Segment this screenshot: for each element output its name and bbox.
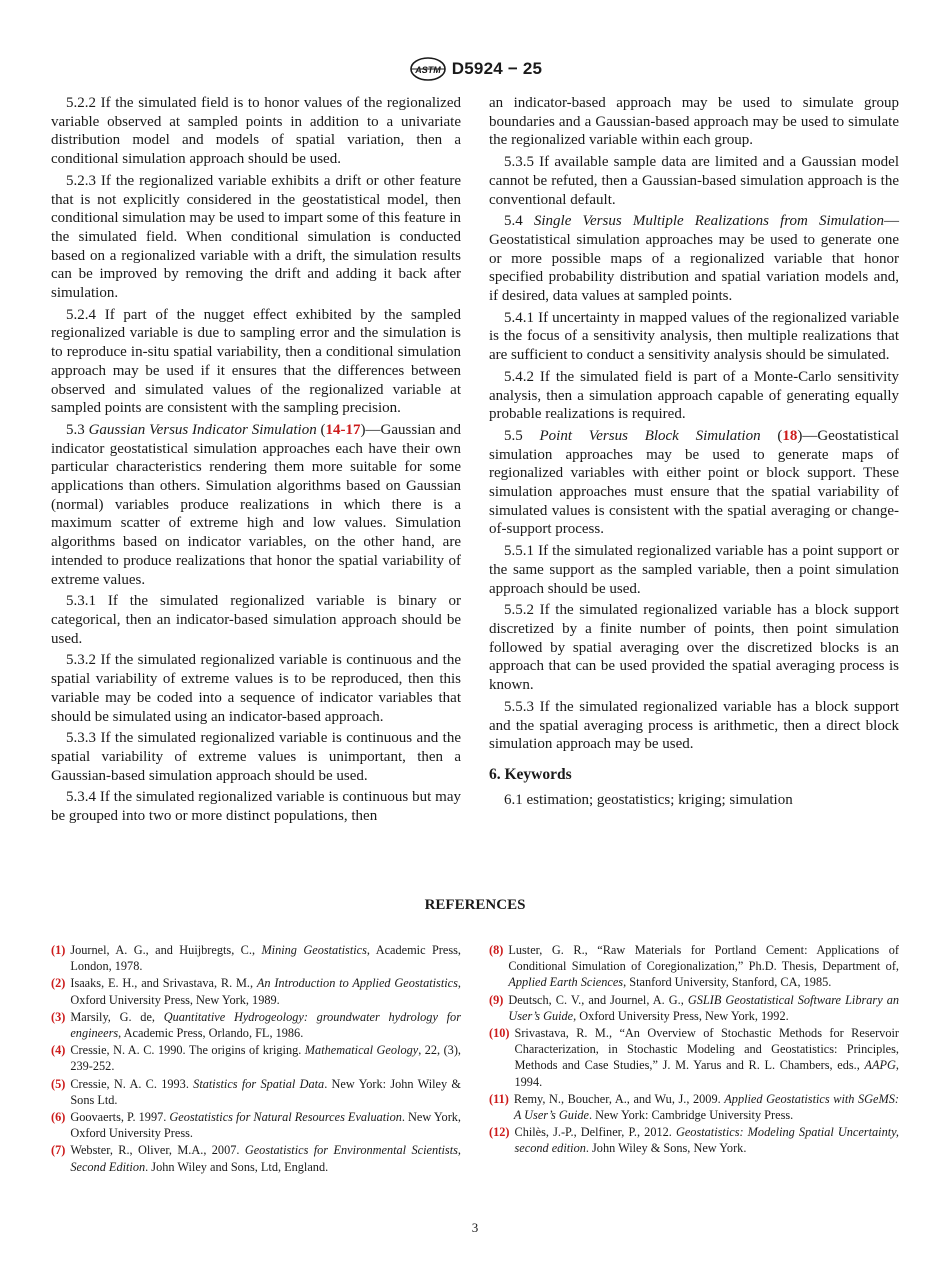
reference-item [51, 975, 461, 1007]
reference-number[interactable]: (10) [489, 1026, 510, 1041]
reference-text: Chilès, J.-P., Delfiner, P., 2012. Geostatistics: Modeling Spatial Uncertainty, second edition. John Wiley & Sons, New York. [514, 1125, 899, 1156]
paragraph-5-2-2: 5.2.2 If the simulated field is to honor values of the regionalized variable observed at sampled points in addition to a univariate distribution model and models of spatial variation, then a conditional simulation approach should be used. [51, 95, 461, 168]
section-5-3: 5.3 Gaussian Versus Indicator Simulation (14-17)—Gaussian and indicator geostatistical simulation approaches each have their own particular characteristics rendering them more suitable for some applications than others. Simulation algorithms based on Gaussian (normal) variables produce realizations in which there is a maximum scatter of extreme high and low values. Simulation algorithms based on indicator variables, on the other hand, are intended to produce realizations that honor the spatial variability of extreme values. [51, 421, 462, 588]
references-left [51, 942, 461, 1176]
reference-text: Marsily, G. de, Quantitative Hydrogeology: groundwater hydrology for engineers, Academic Press, Orlando, FL, 1986. [70, 1009, 461, 1041]
section-number: 5.3 [66, 421, 85, 438]
paragraph-5-3-5: 5.3.5 If available sample data are limited and a Gaussian model cannot be refuted, then a Gaussian-based simulation approach is the conventional default. [489, 154, 899, 208]
right-column [489, 94, 899, 812]
section-body: Geostatistical simulation approaches may be used to generate one or more possible maps of a regionalized variable that honor specified probability distribution and spatial variation models and, if desired, data values at sampled points. [489, 231, 899, 305]
reference-item [489, 1091, 899, 1123]
paragraph-5-2-3: 5.2.3 If the regionalized variable exhibits a drift or other feature that is not explicitly considered in the geostatistical model, then conditional simulation may be used to impart some of this feature in the simulated field. When conditional simulation is conducted based on a regionalized variable with a drift, the simulation results can be improved by removing the drift and adding it back after simulation. [51, 172, 461, 302]
paragraph-5-4-2: 5.4.2 If the simulated field is part of a Monte-Carlo sensitivity analysis, then a simulation approach capable of generating equally probable realizations is required. [489, 368, 899, 423]
paragraph-5-2-4: 5.2.4 If part of the nugget effect exhibited by the sampled regionalized variable is due to sampling error and the simulation is to reproduce in-situ spatial variability, then a conditional simulation approach may be used if it ensures that the differences between observed and simulated values of the regionalized variable at sampled points are consistent with the sampling precision. [51, 306, 461, 417]
reference-item [51, 1042, 461, 1074]
reference-number[interactable]: (2) [51, 976, 66, 991]
document-designation: D5924 − 25 [451, 59, 543, 78]
section-number: 5.5 [504, 427, 523, 444]
reference-number[interactable]: (1) [51, 943, 66, 957]
svg-text:ASTM: ASTM [415, 65, 441, 75]
reference-link[interactable]: 14-17 [325, 421, 361, 438]
paragraph-5-5-2: 5.5.2 If the simulated regionalized variable has a block support discretized by a finite number of points, then point simulation followed by spatial averaging over the discretized blocks is an approach that can be used provided the spatial averaging process is known. [489, 602, 899, 694]
paragraph-5-5-1: 5.5.1 If the simulated regionalized variable has a point support or the same support as the sampled variable, then a point simulation approach should be used. [489, 543, 899, 597]
reference-text: Isaaks, E. H., and Srivastava, R. M., An Introduction to Applied Geostatistics, Oxford University Press, New York, 1989. [70, 976, 461, 1007]
paragraph-5-3-4: 5.3.4 If the simulated regionalized variable is continuous but may be grouped into two or more distinct populations, then [51, 789, 461, 825]
reference-text: Webster, R., Oliver, M.A., 2007. Geostatistics for Environmental Scientists, Second Edition. John Wiley and Sons, Ltd, England. [70, 1143, 461, 1174]
reference-item [51, 1076, 461, 1108]
reference-number[interactable]: (11) [489, 1091, 509, 1106]
paragraph-5-3-4-continued: an indicator-based approach may be used to simulate group boundaries and a Gaussian-based approach may be used to simulate the regionalized variable within each group. [489, 95, 899, 149]
reference-number[interactable]: (3) [51, 1009, 66, 1024]
reference-number[interactable]: (5) [51, 1076, 66, 1091]
reference-item [489, 1124, 899, 1156]
section-title: Point Versus Block Simulation [539, 427, 761, 444]
section-5-4: 5.4 Single Versus Multiple Realizations from Simulation—Geostatistical simulation approaches may be used to generate one or more possible maps of a regionalized variable that honor specified probability distribution and spatial variation models and, if desired, data values at sampled points. [489, 213, 900, 305]
reference-link[interactable]: 18 [782, 427, 798, 444]
reference-number[interactable]: (8) [489, 943, 504, 957]
reference-item [51, 1142, 461, 1174]
reference-text: Srivastava, R. M., “An Overview of Stochastic Methods for Reservoir Characterization, in Stochastic Modeling and Geostatistics: Principles, Methods and Case Studies,” J. M. Yarus and R. L. Chambers, eds., AAPG, 1994. [514, 1026, 899, 1089]
reference-item [51, 942, 461, 974]
keywords-heading: 6. Keywords [489, 765, 572, 783]
reference-text: Luster, G. R., “Raw Materials for Portland Cement: Applications of Conditional Simulation of Coregionalization,” Ph.D. Thesis, Department of, Applied Earth Sciences, Stanford University, Stanford, CA, 1985. [508, 943, 899, 990]
references-title: REFERENCES [424, 897, 526, 913]
reference-text: Cressie, N. A. C. 1993. Statistics for Spatial Data. New York: John Wiley & Sons Ltd. [70, 1076, 461, 1107]
reference-text: Remy, N., Boucher, A., and Wu, J., 2009. Applied Geostatistics with SGeMS: A User’s Guide. New York: Cambridge University Press. [513, 1091, 899, 1123]
reference-item [51, 1009, 461, 1041]
paragraph-5-3-3: 5.3.3 If the simulated regionalized variable is continuous and the spatial variability of extreme values is unimportant, then a Gaussian-based simulation approach should be used. [51, 730, 461, 784]
reference-text: Cressie, N. A. C. 1990. The origins of kriging. Mathematical Geology, 22, (3), 239-252. [70, 1043, 461, 1074]
reference-number[interactable]: (12) [489, 1125, 510, 1140]
section-number: 5.4 [504, 213, 523, 230]
reference-number[interactable]: (4) [51, 1043, 66, 1058]
reference-text: Deutsch, C. V., and Journel, A. G., GSLIB Geostatistical Software Library an User’s Guide, Oxford University Press, New York, 1992. [508, 992, 899, 1023]
left-column [51, 94, 461, 829]
section-title: Gaussian Versus Indicator Simulation [88, 421, 317, 438]
section-title: Single Versus Multiple Realizations from Simulation [533, 213, 885, 230]
paragraph-5-3-1: 5.3.1 If the simulated regionalized variable is binary or categorical, then an indicator-based simulation approach should be used. [51, 593, 461, 647]
astm-logo-icon [408, 56, 448, 82]
reference-number[interactable]: (6) [51, 1110, 66, 1125]
references-right [489, 942, 899, 1158]
reference-item [489, 1025, 899, 1090]
reference-item [489, 992, 899, 1024]
page-header [0, 56, 950, 82]
paragraph-5-3-2: 5.3.2 If the simulated regionalized variable is continuous and the spatial variability of extreme values is to be reproduced, then this variable may be coded into a sequence of indicator variables that should be simulated using an indicator-based approach. [51, 652, 461, 725]
reference-number[interactable]: (7) [51, 1143, 66, 1158]
page-number: 3 [471, 1220, 479, 1235]
paragraph-5-5-3: 5.5.3 If the simulated regionalized variable has a block support and the spatial averaging process is arithmetic, then a direct block simulation approach may be used. [489, 698, 899, 753]
reference-item [51, 1109, 461, 1141]
reference-number[interactable]: (9) [489, 992, 504, 1007]
reference-text: Journel, A. G., and Huijbregts, C., Mining Geostatistics, Academic Press, London, 1978. [70, 943, 461, 974]
keywords-text: 6.1 estimation; geostatistics; kriging; simulation [504, 791, 793, 808]
paragraph-5-4-1: 5.4.1 If uncertainty in mapped values of the regionalized variable is the focus of a sensitivity analysis, then multiple realizations that are sufficient to conduct a sensitivity analysis should be simulated. [489, 309, 899, 364]
section-body: Geostatistical simulation approaches may be used to generate maps of regionalized variables with either point or block support. These simulation approaches must ensure that the spatial variability of simulated values is consistent with the spatial averaging or change-of-support process. [489, 427, 899, 538]
reference-item [489, 942, 899, 991]
section-body: Gaussian and indicator geostatistical simulation approaches each have their own particular characteristics rendering them more suitable for some applications than others. Simulation algorithms based on Gaussian (normal) variables produce realizations in which there is a maximum scatter of extreme high and low values. Simulation algorithms based on indicator variables, on the other hand, are intended to produce realizations that honor the spatial variability of extreme values. [51, 421, 462, 588]
reference-text: Goovaerts, P. 1997. Geostatistics for Natural Resources Evaluation. New York, Oxford University Press. [70, 1110, 462, 1141]
section-5-5: 5.5 Point Versus Block Simulation (18)—Geostatistical simulation approaches may be used to generate maps of regionalized variables with either point or block support. These simulation approaches must ensure that the spatial variability of simulated values is consistent with the spatial averaging or change-of-support process. [489, 427, 899, 538]
